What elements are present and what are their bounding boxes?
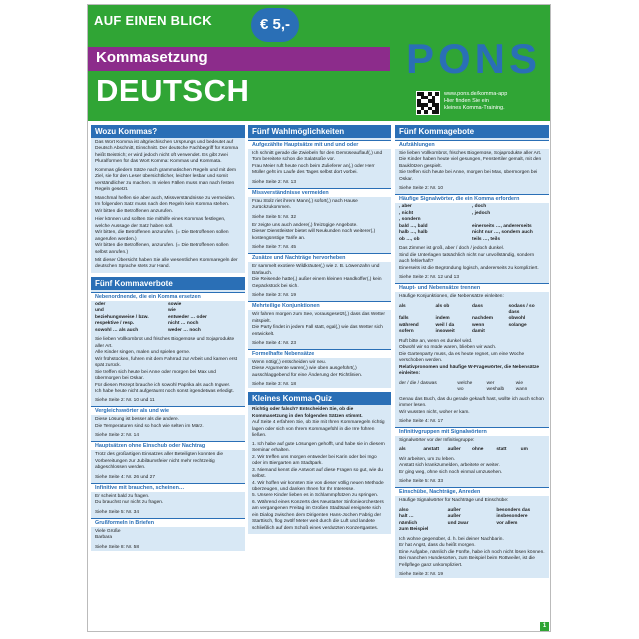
quiz-item: 1. Ich habe auf gute Lösungen gehofft, und habe sie in diesem Seminar erhalten. — [252, 441, 385, 454]
price-badge: € 5,- — [251, 8, 299, 42]
example: Wir wussten nicht, woher er kam. — [399, 409, 470, 415]
word: nachdem — [472, 316, 494, 322]
word: als — [399, 447, 406, 453]
example: Trotz des großartigen Einsatzes aller Beteiligten konnten die Vorbereitungen zur Jubiläumsfeier nicht mehr rechtzeitig abgeschlossen werden. — [95, 452, 224, 471]
word: entweder … oder — [168, 314, 207, 320]
quiz-intro: Auf Seite 4 erfahren Sie, ob Sie mit Ihren Kommaregeln richtig lagen oder sich von Ihrem Kommagefühl in die Irre führen ließen. — [252, 420, 385, 439]
page-reference: Siehe Seite 5: Nr. 32 — [252, 214, 296, 220]
example: Einerseits ist die Begründung logisch, andererseits zu kompliziert. — [399, 265, 539, 271]
word: beziehungsweise / bzw. — [95, 314, 149, 320]
example: Genau das Buch, das du gerade gekauft hast, wollte ich auch schon immer lesen. — [399, 396, 544, 409]
word: indem — [435, 316, 450, 322]
word: weil / da — [435, 322, 455, 328]
paragraph: Hier können und sollten Sie mithilfe eines Kommas festlegen, welche Aussage der Satz haben soll. — [95, 217, 226, 229]
qr-line: www.pons.de/komma-app — [444, 91, 508, 97]
quiz-item: 2. Wir treffen uns morgen entweder bei Karin oder bei Ingo oder im Biergarten am Stadtpark. — [252, 454, 377, 467]
section-title: Mehrteilige Konjunktionen — [248, 301, 391, 310]
example: Diese Lösung ist besser als die andere. — [95, 417, 179, 423]
example: Er hat Angst, dass du heißt morgen. — [399, 543, 476, 549]
page-reference: Siehe Seite 3: Nr. 18 — [252, 382, 296, 388]
example-text — [91, 335, 245, 397]
section-title: Nebenordnende, die ein Komma ersetzen — [91, 292, 245, 301]
word: weshalb — [486, 387, 505, 393]
word: anstatt — [423, 447, 440, 453]
word: um — [520, 447, 528, 453]
paragraph: Wir bitten die Betroffenen, anzurufen. (= Die Betroffenen sollen selbst anrufen.) — [95, 243, 229, 255]
example-text — [248, 221, 391, 244]
word: außer — [447, 447, 461, 453]
header-band — [88, 5, 551, 121]
box-wozu — [91, 125, 245, 273]
word: besonders das — [496, 507, 531, 513]
quiz-item: 6. Während eines Konzerts des Neustarter Sinfonieorchesters am vergangenen Freitag im Großen Stadtsaal ereignete sich ein Dialog zwischen dem Dirigenten Hans-Jochen Fabrig der Starttisch, flog zwölf Meter weit durch die Luft und landete schließlich auf dem Schoß eines verdutzten Konzertgastes. — [252, 499, 384, 531]
word — [399, 387, 428, 393]
page-reference: Siehe Seite 3: Nr. 19 — [399, 572, 443, 578]
qr-line: kleines Komma-Training. — [444, 104, 505, 111]
word: nicht nur …, sondern auch — [472, 230, 533, 236]
word: wann — [515, 387, 528, 393]
column-left — [91, 125, 245, 625]
example-text — [248, 197, 391, 214]
section-title: Häufige Signalwörter, die ein Komma erfordern — [395, 194, 549, 203]
example: Er scheint bald zu fragen. — [95, 493, 150, 499]
word: sodass / so dass — [508, 303, 535, 315]
example-text — [395, 395, 549, 418]
example: Du brauchst nur nicht zu fragen. — [95, 500, 164, 506]
page-reference: Siehe Seite 2: Nr. 12 und 13 — [399, 275, 460, 281]
word: , aber — [399, 204, 412, 210]
example-text — [395, 535, 549, 571]
quiz-body — [248, 405, 391, 534]
paragraph: Das Wort Komma ist altgriechischen Ursprungs und bedeutet auf Deutsch Abschnitt, Einschnitt. Der deutsche Fachbegriff für Komma heißt Beistrich; er wird jedoch nicht oft verwendet. Es gibt zwei Pluralformen für das Wort Komma: Kommas und Kommata. — [95, 140, 239, 165]
page-reference: Siehe Seite 5: Nr. 33 — [399, 479, 443, 485]
section-title: Vergleichswörter als und wie — [91, 406, 245, 415]
section-title: Zusätze und Nachträge hervorheben — [248, 253, 391, 262]
word: was — [428, 380, 437, 386]
lead-text: Relativpronomen und häufige W-Fragewörter, die Nebensätze einleiten: — [399, 364, 540, 377]
example: Die Kinder haben heute viel gesungen, Fenstertiler gemalt, mit den Bauklötzen gespielt. — [399, 157, 542, 169]
word-list — [395, 303, 549, 337]
quiz-item: 4. Wir hoffen wir konnten Sie von dieser völlig neuen Methode überzeugen, und danken Ihnen für Ihr Interesse. — [252, 480, 384, 492]
word-list — [395, 380, 549, 395]
example: Anstatt sich krankzumelden, arbeitete er weiter. — [399, 463, 500, 469]
page-reference: Siehe Seite 5: Nr. 34 — [95, 509, 139, 515]
word: wie — [515, 380, 523, 386]
quiz-intro: Richtig oder falsch? Entscheiden Sie, ob die Kommasetzung in den folgenden Sätzen stimmt. — [252, 407, 363, 419]
word: ohne — [472, 447, 484, 453]
word: welche — [457, 380, 473, 386]
example: Ich schnitt gerade die Zwiebeln für den Gemüseauflauf(,) und Tom bereitete schon die Salatsoße vor. — [252, 151, 383, 163]
example: Das Zimmer ist groß, aber / doch / jedoch dunkel. — [399, 246, 505, 252]
example-text — [91, 527, 245, 544]
word: vor allem — [496, 520, 518, 526]
box-heading: Fünf Kommagebote — [395, 125, 549, 138]
word: außer — [447, 514, 461, 520]
word: damit — [472, 329, 485, 335]
word: nämlich — [399, 520, 418, 526]
qr-caption — [444, 91, 507, 112]
word: wo — [457, 387, 464, 393]
section-title: Haupt- und Nebensätze trennen — [395, 283, 549, 292]
example-text — [248, 149, 391, 179]
column-middle — [248, 125, 391, 625]
section-title: Infinitivgruppen mit Signalwörtern — [395, 427, 549, 436]
example-text — [248, 262, 391, 292]
lead-text: Häufige Signalwörter für Nachträge und Einschübe: — [399, 498, 509, 504]
word: dass — [472, 303, 483, 309]
word: sowie — [168, 301, 182, 307]
word: zum Beispiel — [399, 527, 429, 533]
word-list — [395, 203, 549, 244]
word — [428, 387, 457, 393]
box-quiz — [248, 392, 391, 534]
paragraph: Mit dieser Übersicht haben Sie alle wesentlichen Kommaregeln der deutschen Sprache stets zur Hand. — [95, 257, 238, 270]
word: als ob — [435, 303, 450, 309]
example: Alle Kinder singen, malen und spielen gerne. — [95, 350, 191, 356]
section-title: Aufzählungen — [395, 140, 549, 149]
word: also — [399, 507, 409, 513]
box-body — [91, 138, 245, 273]
example: Viele Grüße — [95, 528, 121, 534]
example: Die Gartenparty muss, da es heute regnet, um eine Woche verschoben werden. — [399, 351, 525, 364]
box-heading: Kleines Komma-Quiz — [248, 392, 391, 405]
subtitle: Kommasetzung — [96, 49, 208, 66]
subtitle-band — [88, 47, 390, 71]
paragraph: Manchmal helfen sie aber auch, Missverständnisse zu vermeiden. Im folgenden Satz muss nach den Regeln kein Komma stehen. — [95, 195, 236, 208]
pons-logo: PONS — [406, 35, 542, 82]
example: Die Temperaturen sind so hoch wie selten im März. — [95, 423, 204, 429]
word: wie — [168, 308, 176, 314]
word: nicht … noch — [168, 321, 199, 327]
example-text — [91, 492, 245, 509]
example: Er zeigte uns auch andere(,) freizügige Angebote. — [252, 222, 358, 228]
word-list — [395, 507, 549, 535]
quiz-item: 3. Niemand kennt die Antwort auf diese Fragen so gut, wie du selbst. — [252, 467, 383, 480]
word: weder … noch — [168, 327, 201, 333]
word: und — [95, 308, 104, 314]
page-reference: Siehe Seite 4: Nr. 26 und 27 — [95, 474, 156, 480]
word: insbesondere — [496, 514, 528, 520]
box-wahl — [248, 125, 391, 388]
word: ob …, ob — [399, 236, 420, 242]
page-reference: Siehe Seite 4: Nr. 23 — [252, 340, 296, 346]
section-title: Aufgezählte Hauptsätze mit und und oder — [248, 140, 391, 149]
word: statt — [496, 447, 507, 453]
example: Wir arbeiten, um zu leben. — [399, 456, 455, 462]
example: Wenn nötig(,) entscheiden wir neu. — [252, 359, 327, 365]
example: Sie lieben Vollkornbrot, frisches Biogemüse, Sojaprodukte aller Art. — [399, 151, 542, 156]
word: falls — [399, 316, 409, 322]
section-title: Formelhafte Nebensätze — [248, 349, 391, 358]
page-reference: Siehe Seite 8: Nr. 58 — [95, 544, 139, 550]
page-reference: Siehe Seite 7: Nr. 45 — [252, 245, 296, 251]
word-list — [91, 301, 245, 335]
word: halt … — [399, 514, 414, 520]
word: sowohl … als auch — [95, 327, 139, 333]
example-text — [248, 358, 391, 381]
word: während — [399, 322, 419, 328]
page-reference: Siehe Seite 4: Nr. 17 — [399, 419, 443, 424]
page-reference: Siehe Seite 2: Nr. 14 — [95, 433, 139, 439]
word: einerseits …, andererseits — [472, 223, 532, 229]
word: solange — [508, 322, 527, 328]
page-reference: Siehe Seite 3: Nr. 19 — [252, 293, 296, 299]
example-text — [91, 450, 245, 473]
example: Ich wohne gegenüber, d. h. bei deiner Nachbarin. — [399, 536, 504, 542]
box-heading: Fünf Wahlmöglichkeiten — [248, 125, 391, 138]
word: insoweit — [435, 329, 455, 335]
example-text — [91, 415, 245, 432]
word: halb …, halb — [399, 230, 428, 236]
section-title: Infinitive mit brauchen, scheinen… — [91, 483, 245, 492]
word: oder — [95, 301, 106, 307]
main-title: DEUTSCH — [96, 73, 250, 108]
qr-code-icon — [416, 91, 440, 115]
qr-line: Hier finden Sie ein — [444, 97, 489, 104]
example: Barbara — [95, 535, 113, 541]
word: , jedoch — [472, 210, 491, 216]
example: Sie treffen sich heute bei Anne, morgen bei Max, übermorgen bei Oskar. — [399, 170, 538, 182]
box-gebote — [395, 125, 549, 578]
reference-card — [87, 4, 551, 632]
example: Die Party findet in jedem Fall statt, egal(,) wie das Wetter sich entwickelt. — [252, 325, 383, 337]
example-text — [395, 455, 549, 478]
example: Ruft bitte an, wenn es dunkel wird. — [399, 338, 473, 344]
example: Wir fahren morgen zum See, vorausgesetzt(,) dass das Wetter mitspielt. — [252, 312, 385, 324]
word: obwohl — [508, 316, 526, 322]
example: Er ging weg, ohne sich noch einmal umzusehen. — [399, 469, 503, 475]
word: bald …, bald — [399, 223, 428, 229]
paragraph: Kommas gliedern Sätze nach grammatischen Regeln und mit dem Ziel, sie für den Leser übersichtlicher, leichter lesbar und somit verständlicher zu machen. In vielen Fällen muss man nach festen Regeln gesetzt. — [95, 167, 237, 193]
word: der / die / das — [399, 380, 429, 386]
word: außer — [447, 507, 461, 513]
example: Dieser Dienstleister bietet will Neukunden noch weiterer(,) kostengünstige Tarife an. — [252, 229, 376, 241]
word: teils …, teils — [472, 236, 500, 242]
box-heading: Wozu Kommas? — [91, 125, 245, 138]
example: Frau Meier ruft heute noch beim Zulieferer an(,) oder Herr Müller geht im Laufe des Tages selbst dort vorbei. — [252, 163, 375, 176]
paragraph: Wir bitten die Betroffenen anzurufen. — [95, 208, 174, 214]
example: Sind die Unterlagen tatsächlich nicht nur unvollständig, sondern auch fehlerhaft? — [399, 252, 535, 265]
word: als — [399, 303, 406, 309]
example: Frau Stolz riet ihrem Mann(,) sofort(,) nach Hause zurückzukommen. — [252, 198, 358, 211]
box-heading: Fünf Kommaverbote — [91, 277, 245, 290]
example: Die Reisende hatte(,) außer einem kleinen Handkoffer(,) kein Gepäckstück bei sich. — [252, 277, 382, 289]
word: wenn — [472, 322, 485, 328]
tagline: AUF EINEN BLICK — [94, 13, 212, 28]
qr-module — [435, 110, 439, 114]
word-list — [395, 446, 549, 454]
example: Wir frühstücken, fuhren mit dem Fahrrad zur Arbeit und kamen erst spät zurück. — [95, 356, 238, 369]
lead-text: Signalwörter vor der Infinitivgruppe: — [399, 438, 475, 443]
word: , nicht — [399, 210, 414, 216]
section-title: Missverständnisse vermeiden — [248, 188, 391, 197]
example-text — [395, 149, 549, 185]
example-text — [395, 244, 549, 274]
page-number: 1 — [540, 622, 549, 631]
paragraph: Wir bitten, die Betroffenen anzurufen. (= Die Betroffenen sollen angerufen werden.) — [95, 230, 229, 242]
example: Obwohl wir so müde waren, blieben wir wach. — [399, 345, 497, 351]
example: Er sammelt exotiere Wildkräuter(,) wie z. B. Löwenzahn und Bärlauch. — [252, 264, 380, 276]
example-text — [248, 310, 391, 340]
page-reference: Siehe Seite 2: Nr. 13 — [252, 179, 296, 185]
column-right — [395, 125, 549, 625]
section-title: Hauptsätzen ohne Einschub oder Nachtrag — [91, 441, 245, 450]
section-title: Grußformeln in Briefen — [91, 518, 245, 527]
word: wer — [486, 380, 495, 386]
word: respektive / resp. — [95, 321, 135, 327]
example-text — [395, 337, 549, 380]
example: Eine Aufgabe, nämlich die Fünfte, habe ich noch nicht lösen können. — [399, 549, 545, 555]
quiz-item: 5. Unsere Kinder lieben es in Schlammpfützen zu springen. — [252, 493, 379, 499]
example: Ich habe heute nicht aufgeräumt noch sonst irgendetwas erledigt. — [95, 389, 234, 394]
word: sofern — [399, 329, 414, 335]
page-reference: Siehe Seite 2: Nr. 10 — [399, 186, 443, 192]
section-title: Einschübe, Nachträge, Anreden — [395, 487, 549, 496]
word: und zwar — [447, 520, 469, 526]
box-verbote — [91, 277, 245, 551]
word: , sondern — [399, 217, 421, 223]
example: Sie lieben Vollkornbrot und frisches Biogemüse und Sojaprodukte aller Art. — [95, 337, 235, 349]
example: Sie treffen sich heute bei Anne oder morgen bei Max und übermorgen bei Oskar. — [95, 369, 216, 382]
word: , doch — [472, 204, 487, 210]
example: Für diesen Rezept brauche ich sowohl Paprika als auch Ingwer. — [95, 382, 231, 388]
lead-text: Häufige Konjunktionen, die Nebensätze einleiten: — [399, 294, 504, 300]
example: Diese Argumente waren(,) wie oben ausgeführt(,) ausschlaggebend für eine Änderung der Richtlinien. — [252, 366, 363, 378]
page-reference: Siehe Seite 2: Nr. 10 und 11 — [95, 398, 155, 404]
example: Bei manchen Hundesorten, zum Beispiel beim Rottweiler, ist die Fellpflege ganz unkompliziert. — [399, 556, 535, 568]
